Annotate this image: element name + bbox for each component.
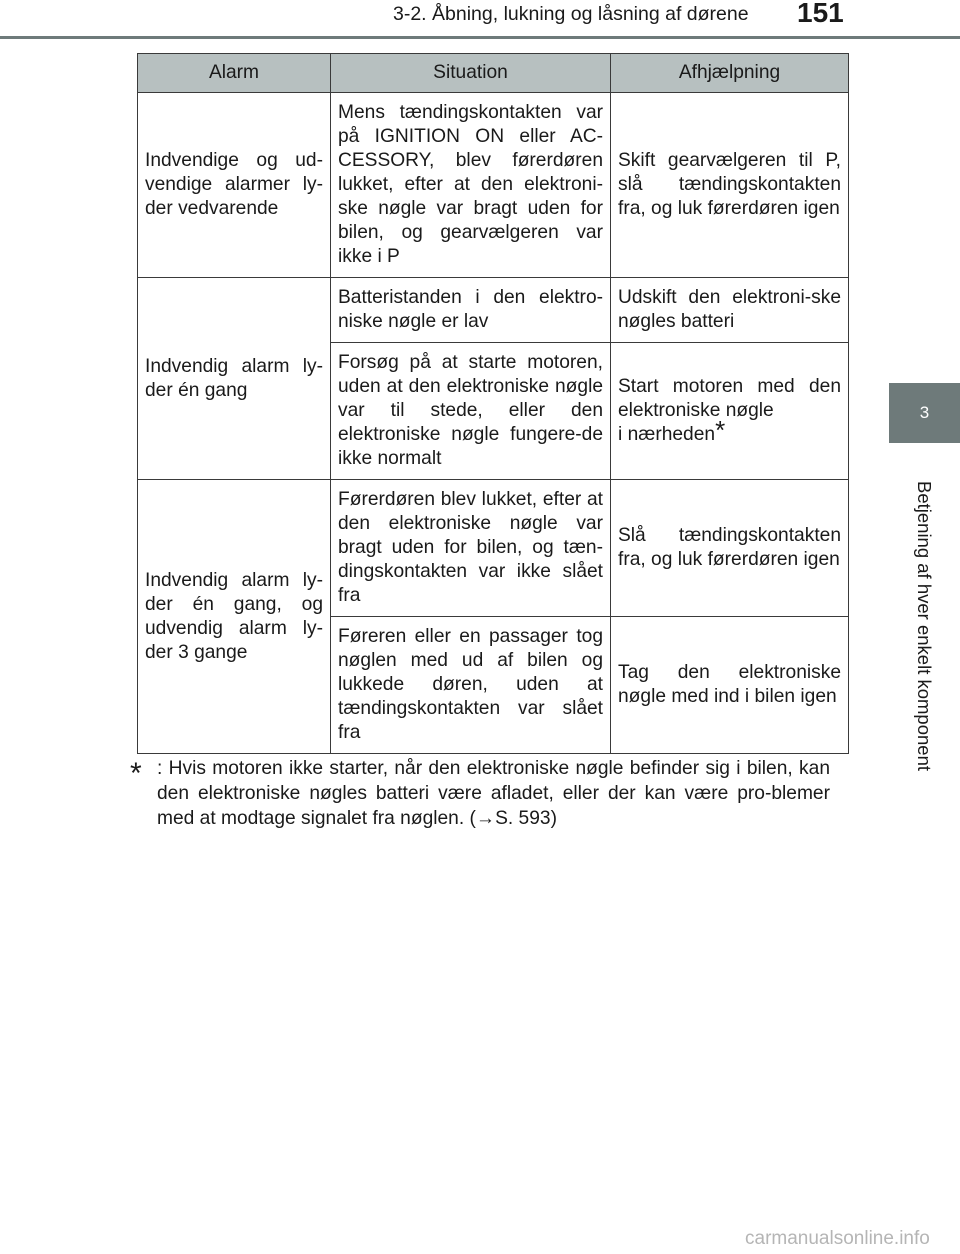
footnote-text: : Hvis motoren ikke starter, når den elektroniske nøgle befinder sig i bilen, kan den elektroniske nøgles batteri være afladet, eller der kan være pro-blemer med at modtage signalet fra nøglen. ( — [157, 758, 830, 829]
column-header-remedy: Afhjælpning — [611, 54, 849, 93]
footnote — [130, 756, 830, 831]
table-row — [138, 278, 849, 343]
situation-cell: Førerdøren blev lukket, efter at den elektroniske nøgle var bragt uden for bilen, og tæn-dingskontakten var ikke slået fra — [331, 480, 611, 617]
remedy-cell: Skift gearvælgeren til P, slå tændingskontakten fra, og luk førerdøren igen — [611, 93, 849, 278]
column-header-alarm: Alarm — [138, 54, 331, 93]
table-row — [138, 480, 849, 617]
page-reference-link[interactable]: S. 593) — [495, 808, 557, 829]
footnote-mark: * — [715, 415, 726, 445]
header-rule — [0, 36, 960, 39]
column-header-situation: Situation — [331, 54, 611, 93]
chapter-number: 3 — [919, 403, 930, 422]
situation-cell: Mens tændingskontakten var på IGNITION ON eller AC-CESSORY, blev førerdøren lukket, efter at den elektroni-ske nøgle var bragt uden for bilen, og gearvælgeren var ikke i P — [331, 93, 611, 278]
chapter-tab — [889, 383, 960, 443]
situation-cell: Føreren eller en passager tog nøglen med ud af bilen og lukkede døren, uden at tændingskontakten var slået fra — [331, 617, 611, 754]
chapter-label: Betjening af hver enkelt komponent — [914, 480, 935, 772]
arrow-right-icon: → — [475, 808, 496, 829]
remedy-line: Start motoren med den elektroniske nøgle — [618, 376, 841, 421]
situation-cell: Forsøg på at starte motoren, uden at den elektroniske nøgle var til stede, eller den elektroniske nøgle fungere-de ikke normalt — [331, 343, 611, 480]
alarm-table — [137, 53, 849, 754]
remedy-cell: Udskift den elektroni-ske nøgles batteri — [611, 278, 849, 343]
footnote-star: * — [130, 757, 142, 790]
situation-cell: Batteristanden i den elektro-niske nøgle er lav — [331, 278, 611, 343]
alarm-cell: Indvendig alarm ly-der én gang — [138, 278, 331, 480]
alarm-cell: Indvendige og ud-vendige alarmer ly-der vedvarende — [138, 93, 331, 278]
section-title: 3-2. Åbning, lukning og låsning af dørene — [393, 3, 749, 25]
table-row — [138, 93, 849, 278]
watermark: carmanualsonline.info — [745, 1228, 930, 1249]
remedy-cell: Slå tændingskontakten fra, og luk førerdøren igen — [611, 480, 849, 617]
alarm-cell: Indvendig alarm ly-der én gang, og udvendig alarm ly-der 3 gange — [138, 480, 331, 754]
remedy-cell — [611, 343, 849, 480]
page-number: 151 — [797, 0, 844, 28]
remedy-cell: Tag den elektroniske nøgle med ind i bilen igen — [611, 617, 849, 754]
remedy-line: i nærheden — [618, 424, 716, 445]
table-header-row — [138, 54, 849, 93]
